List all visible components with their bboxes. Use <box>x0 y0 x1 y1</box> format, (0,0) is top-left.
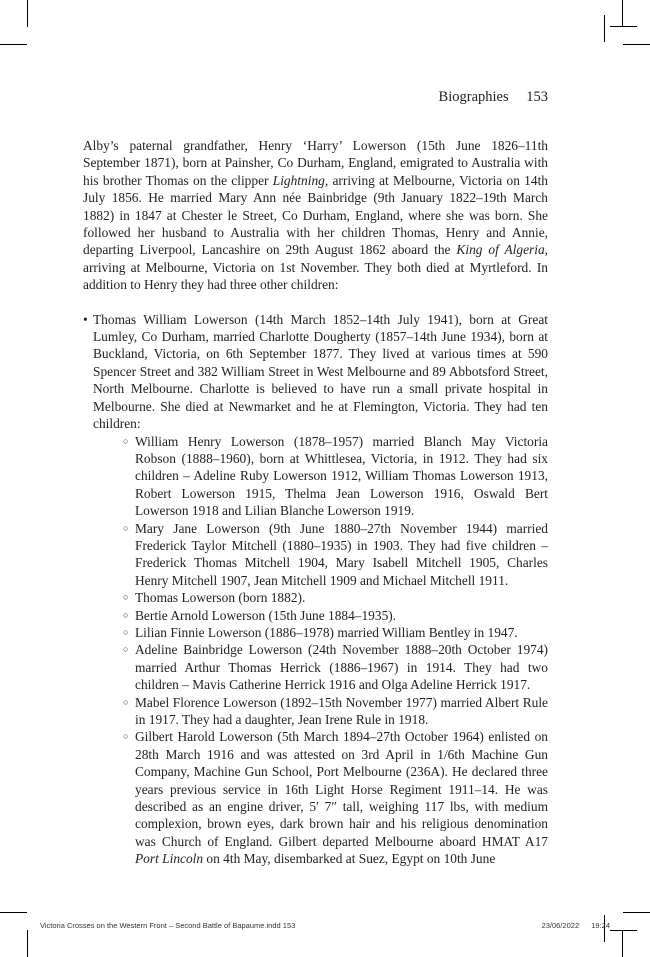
list-item: ○ Thomas Lowerson (born 1882). <box>123 590 306 606</box>
file-name: Victoria Crosses on the Western Front – Second Battle of Bapaume.indd 153 <box>40 921 296 930</box>
list-item: ○ Bertie Arnold Lowerson (15th June 1884–1935). <box>123 607 397 623</box>
ship-name: King of Algeria <box>456 242 545 258</box>
print-time: 19:24 <box>591 921 610 930</box>
list-item: ○ William Henry Lowerson (1878–1957) married Blanch May Victoria Robson (1888–1960), born at Whittlesea, Victoria, in 1912. They had six children – Adeline Ruby Lowerson 1912, William Thomas Lowerson 1913, Robert Lowerson 1915, Thelma Jean Lowerson 1916, Oswald Bert Lowerson 1918 and Lilian Blanche Lowerson 1919. <box>123 433 548 519</box>
list-item: ○ Mary Jane Lowerson (9th June 1880–27th November 1944) married Frederick Taylor Mitchell (1880–1935) in 1903. They had five children – Frederick Thomas Mitchell 1904, Mary Isabell Mitchell 1905, Charles Henry Mitchell 1907, Jean Mitchell 1909 and Michael Mitchell 1911. <box>123 520 548 588</box>
crop-mark <box>622 930 623 957</box>
circle-bullet-icon: ○ <box>123 592 129 603</box>
ship-name: Lightning <box>272 172 325 188</box>
circle-bullet-icon: ○ <box>123 435 129 446</box>
circle-bullet-icon: ○ <box>123 522 129 533</box>
list-item-thomas: • Thomas William Lowerson (14th March 1852–14th July 1941), born at Great Lumley, Co Durham, married Charlotte Dougherty (1857–14th June 1934), born at Buckland, Victoria, on 6th September 1877. They lived at various times at 590 Spencer Street and 382 William Street in West Melbourne and 89 Abbotsford Street, North Melbourne. Charlotte is believed to have run a small private hospital in Melbourne. She died at Newmarket and he at Flemington, Victoria. They had ten children: ○ William Henry Lowerson (1878–1957) married Blanch May Victoria Robson (1888–1960), born at Whittlesea, Victoria, in 1912. They had six children – Adeline Ruby Lowerson 1912, William Thomas Lowerson 1913, Robert Lowerson 1915, Thelma Jean Lowerson 1916, Oswald Bert Lowerson 1918 and Lilian Blanche Lowerson 1919. ○ Mary Jane Lowerson (9th June 1880–27th November 1944) married Frederick Taylor Mitchell (1880–1935) in 1903. They had five children – Frederick Thomas Mitchell 1904, Mary Isabell Mitchell 1905, Charles Henry Mitchell 1907, Jean Mitchell 1909 and Michael Mitchell 1911. ○ Thomas Lowerson (born 1882). ○ Bertie Arnold Lowerson (15th June 1884–1935). ○ Lilian Finnie Lowerson (1886–1978) married William Bentley in 1947. ○ Adeline Bainbridge Lowerson (24th November 1888–20th October 1974) married Arthur Thomas Herrick (1886–1967) in 1914. They had two children – Mavis Catherine Herrick 1916 and Olga Adeline Herrick 1917. ○ Mabel Florence Lowerson (1892–15th November 1977) married Albert Rule in 1917. They had a daughter, Jean Irene Rule in 1918. ○ Gilbert Harold Lowerson (5th March 1894–27th October 1964) enlisted on 28th March 1916 and was attested on 3rd April in 1/6th Machine Gun Company, Machine Gun School, Port Melbourne (236A). He declared three years previous service in 16th Light Horse Regiment 1911–14. He was described as an engine driver, 5′ 7″ tall, weighing 117 lbs, with medium complexion, brown eyes, dark brown hair and his religious denomination was Church of England. Gilbert departed Melbourne aboard HMAT A17 Port Lincoln on 4th May, disembarked at Suez, Egypt on 10th June <box>83 311 548 867</box>
ship-name: Port Lincoln <box>135 851 204 867</box>
list-item: ○ Mabel Florence Lowerson (1892–15th November 1977) married Albert Rule in 1917. They had a daughter, Jean Irene Rule in 1918. <box>123 694 548 727</box>
list-item: ○ Adeline Bainbridge Lowerson (24th November 1888–20th October 1974) married Arthur Thomas Herrick (1886–1967) in 1914. They had two children – Mavis Catherine Herrick 1916 and Olga Adeline Herrick 1917. <box>123 642 548 693</box>
circle-bullet-icon: ○ <box>123 626 129 637</box>
body-text <box>83 137 548 868</box>
running-header <box>439 89 548 106</box>
circle-bullet-icon: ○ <box>123 609 129 620</box>
section-title: Biographies <box>438 89 509 105</box>
list-item: ○ Gilbert Harold Lowerson (5th March 1894–27th October 1964) enlisted on 28th March 1916 and was attested on 3rd April in 1/6th Machine Gun Company, Machine Gun School, Port Melbourne (236A). He declared three years previous service in 16th Light Horse Regiment 1911–14. He was described as an engine driver, 5′ 7″ tall, weighing 117 lbs, with medium complexion, brown eyes, dark brown hair and his religious denomination was Church of England. Gilbert departed Melbourne aboard HMAT A17 Port Lincoln on 4th May, disembarked at Suez, Egypt on 10th June <box>123 729 548 867</box>
children-list <box>83 311 548 868</box>
page-number: 153 <box>526 89 548 105</box>
circle-bullet-icon: ○ <box>123 696 129 707</box>
bullet-icon: • <box>83 311 88 327</box>
crop-mark <box>27 0 28 27</box>
list-item: ○ Lilian Finnie Lowerson (1886–1978) married William Bentley in 1947. <box>123 624 518 640</box>
crop-mark <box>604 15 605 42</box>
circle-bullet-icon: ○ <box>123 644 129 655</box>
crop-mark <box>610 26 637 27</box>
circle-bullet-icon: ○ <box>123 731 129 742</box>
crop-mark <box>623 44 650 45</box>
crop-mark <box>27 930 28 957</box>
grandchildren-list <box>93 433 548 868</box>
print-slug <box>40 921 610 930</box>
print-date: 23/06/2022 <box>541 921 580 930</box>
crop-mark <box>610 930 637 931</box>
intro-paragraph: Alby’s paternal grandfather, Henry ‘Harry’ Lowerson (15th June 1826–11th September 1871), born at Painsher, Co Durham, England, emigrated to Australia with his brother Thomas on the clipper Lightning, arriving at Melbourne, Victoria on 14th July 1856. He married Mary Ann née Bainbridge (9th January 1822–19th March 1882) in 1847 at Chester le Street, Co Durham, England, where she was born. She followed her husband to Australia with her children Thomas, Henry and Annie, departing Liverpool, Lancashire on 29th August 1862 aboard the King of Algeria, arriving at Melbourne, Victoria on 1st November. They both died at Myrtleford. In addition to Henry they had three other children: <box>83 138 548 293</box>
crop-mark <box>0 44 27 45</box>
crop-mark <box>0 912 27 913</box>
crop-mark <box>623 912 650 913</box>
crop-mark <box>622 0 623 27</box>
